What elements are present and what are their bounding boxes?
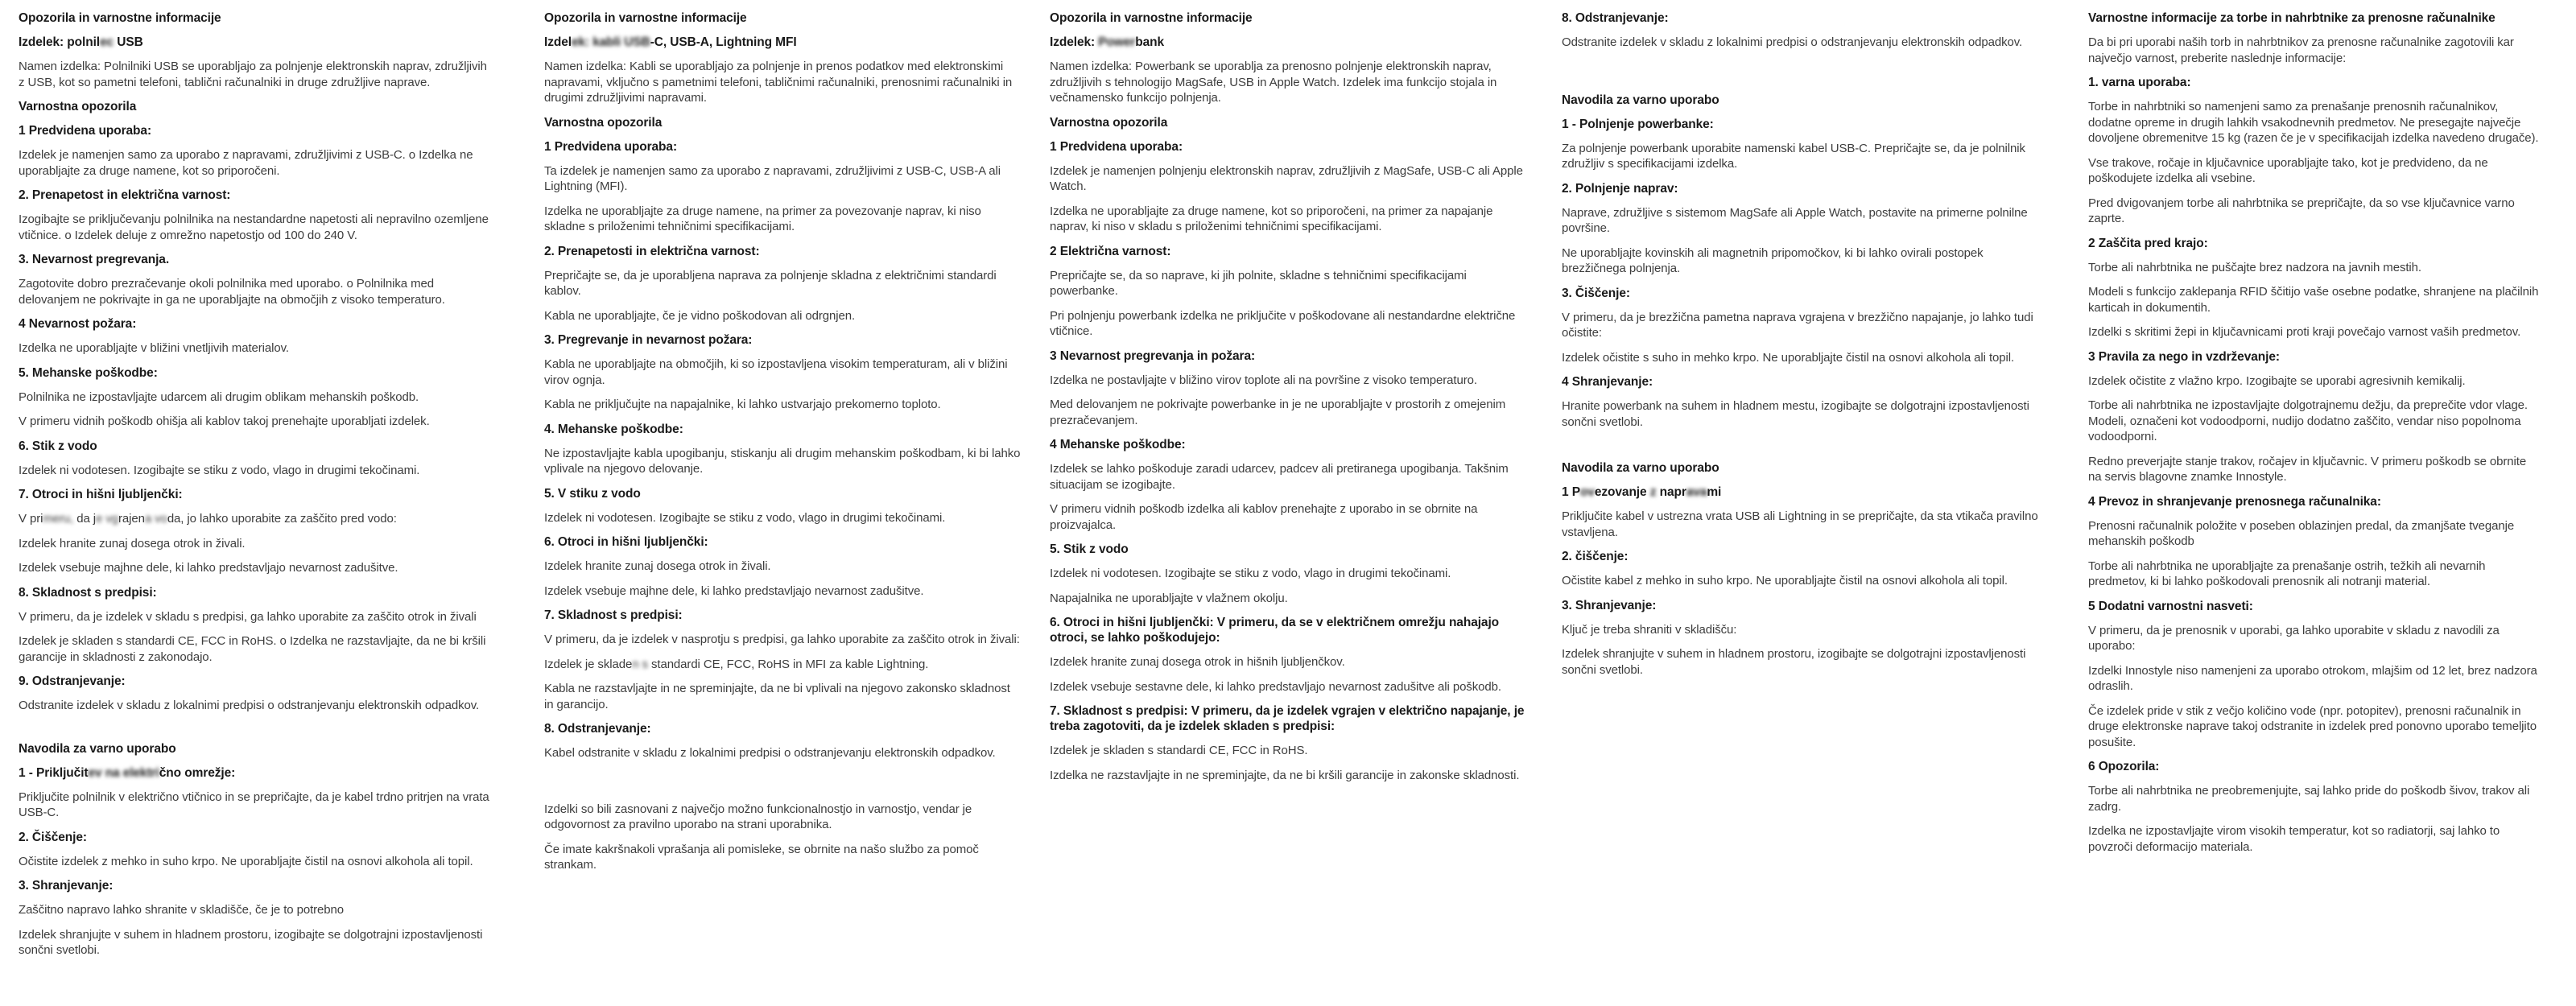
section-heading: [544, 115, 1021, 130]
text-segment: 1 Predvidena uporaba:: [544, 139, 678, 154]
text-segment: Izdelka ne uporabljajte v bližini vnetljivih materialov.: [19, 341, 289, 355]
section-heading: [2088, 236, 2539, 251]
column-powerbank-instructions: [1562, 10, 2038, 686]
paragraph: [1050, 591, 1526, 607]
text-segment: 9. Odstranjevanje:: [19, 674, 126, 688]
paragraph: [1050, 204, 1526, 235]
text-segment: 7. Otroci in hišni ljubljenčki:: [19, 488, 183, 501]
text-segment: da j: [73, 512, 97, 526]
text-segment: Odstranite izdelek v skladu z lokalnimi predpisi o odstranjevanju elektronskih odpadkov.: [19, 699, 480, 712]
text-segment: Izdelki Innostyle niso namenjeni za uporabo otrokom, mlajšim od 12 let, brez nadzora odraslih.: [2088, 663, 2537, 693]
text-segment: Da bi pri uporabi naših torb in nahrbtnikov za prenosne računalnike zagotovili kar največjo varnost, preberite naslednje informacije:: [2088, 35, 2514, 65]
paragraph: [19, 414, 495, 430]
text-segment: 3 Pravila za nego in vzdrževanje:: [2088, 349, 2280, 364]
text-segment: standardi CE, FCC, RoHS in MFI za kable Lightning.: [650, 657, 929, 671]
section-heading: [1562, 598, 2038, 613]
paragraph: [19, 212, 495, 243]
text-segment: Ne uporabljajte kovinskih ali magnetnih pripomočkov, ki bi lahko ovirali postopek brezžičnega polnjenja.: [1562, 245, 1984, 275]
paragraph: [1562, 398, 2038, 430]
paragraph: [19, 902, 495, 918]
paragraph: [544, 446, 1021, 477]
paragraph: [544, 397, 1021, 413]
paragraph: [2088, 703, 2539, 751]
section-heading: [19, 365, 495, 381]
text-segment: Izdelek vsebuje majhne dele, ki lahko predstavljajo nevarnost zadušitve.: [19, 561, 398, 575]
section-heading: [1562, 117, 2038, 132]
blurred-text: z: [1649, 485, 1660, 499]
paragraph: [2088, 623, 2539, 654]
paragraph: [544, 204, 1021, 235]
paragraph: [2088, 663, 2539, 695]
text-segment: Izdelek je skladen s standardi CE, FCC in RoHS.: [1050, 744, 1308, 757]
section-heading: [1562, 460, 2038, 476]
text-segment: rajen: [118, 512, 145, 526]
text-segment: Prepričajte se, da je uporabljena naprava za polnjenje skladna z električnimi standardi kablov.: [544, 268, 997, 298]
text-segment: Izdelka ne postavljajte v bližino virov toplote ali na površine z visoko temperaturo.: [1050, 373, 1477, 387]
text-segment: Izdelek:: [1050, 35, 1099, 49]
text-segment: Izogibajte se priključevanju polnilnika na nestandardne napetosti ali nepravilno ozemljene vtičnice. o Izdelek deluje z omrežno napetostjo od 100 do 240 V.: [19, 212, 489, 242]
text-segment: Izdelek hranite zunaj dosega otrok in hišnih ljubljenčkov.: [1050, 655, 1345, 669]
text-segment: -C, USB-A, Lightning MFI: [650, 35, 797, 49]
text-segment: Naprave, združljive s sistemom MagSafe ali Apple Watch, postavite na primerne polnilne površine.: [1562, 205, 2028, 235]
paragraph: [19, 790, 495, 821]
text-segment: Izdelek hranite zunaj dosega otrok in živali.: [19, 536, 246, 550]
section-heading: [19, 487, 495, 502]
text-segment: Izdelki so bili zasnovani z največjo možno funkcionalnostjo in varnostjo, vendar je odgovornost za pravilno uporabo na strani uporabnika.: [544, 802, 972, 831]
column-gap: [544, 770, 1021, 793]
paragraph: [19, 511, 495, 527]
paragraph: [19, 59, 495, 90]
section-heading: [1050, 703, 1526, 734]
text-segment: 1 P: [1562, 485, 1580, 499]
text-segment: Priključite polnilnik v električno vtičnico in se prepričajte, da je kabel trdno pritrjen na vrata USB-C.: [19, 790, 489, 819]
section-heading: [19, 252, 495, 267]
text-segment: Izdelek shranjujte v suhem in hladnem prostoru, izogibajte se dolgotrajni izpostavljenosti sončni svetlobi.: [1562, 647, 2026, 677]
section-heading: [1562, 484, 2038, 500]
section-heading: [19, 878, 495, 893]
text-segment: 5. Stik z vodo: [1050, 542, 1129, 556]
text-segment: Vse trakove, ročaje in ključavnice uporabljajte tako, kot je predvideno, da ne poškodujete izdelka ali vsebine.: [2088, 155, 2488, 185]
text-segment: Redno preverjajte stanje trakov, ročajev in ključavnic. V primeru poškodb se obrnite na servis blagovne znamke Innostyle.: [2088, 454, 2527, 484]
text-segment: Očistite izdelek z mehko in suho krpo. Ne uporabljajte čistil na osnovi alkohola ali topil.: [19, 854, 473, 868]
paragraph: [19, 609, 495, 625]
text-segment: Izdelek ni vodotesen. Izogibajte se stiku z vodo, vlago in drugimi tekočinami.: [19, 463, 420, 477]
paragraph: [544, 163, 1021, 195]
text-segment: Kabla ne razstavljajte in ne spreminjajte, da ne bi vplivali na njegovo zakonsko skladnost in garancijo.: [544, 682, 1010, 711]
paragraph: [1562, 141, 2038, 172]
section-heading: [544, 721, 1021, 736]
paragraph: [544, 632, 1021, 648]
paragraph: [544, 681, 1021, 712]
paragraph: [19, 854, 495, 870]
text-segment: Prepričajte se, da so naprave, ki jih polnite, skladne s tehničnimi specifikacijami powerbanke.: [1050, 268, 1467, 298]
paragraph: [1050, 679, 1526, 695]
blurred-text: ec: [99, 35, 114, 49]
section-heading: [1562, 181, 2038, 196]
paragraph: [2088, 260, 2539, 276]
text-segment: Med delovanjem ne pokrivajte powerbanke in je ne uporabljajte v prostorih z omejenim prezračevanjem.: [1050, 398, 1506, 427]
text-segment: Kabel odstranite v skladu z lokalnimi predpisi o odstranjevanju elektronskih odpadkov.: [544, 746, 996, 760]
paragraph: [1562, 35, 2038, 51]
text-segment: napr: [1659, 485, 1686, 499]
section-heading: [1050, 244, 1526, 259]
paragraph: [19, 390, 495, 406]
text-segment: 7. Skladnost s predpisi: V primeru, da je izdelek vgrajen v električno napajanje, je treba zagotoviti, da je izdelek skladen s predpisi:: [1050, 704, 1525, 733]
text-segment: 1 - Polnjenje powerbanke:: [1562, 117, 1714, 131]
paragraph: [544, 510, 1021, 526]
paragraph: [1050, 59, 1526, 106]
paragraph: [2088, 783, 2539, 814]
paragraph: [19, 276, 495, 307]
text-segment: Izdelek je namenjen polnjenju elektronskih naprav, združljivih z MagSafe, USB-C ali Apple Watch.: [1050, 163, 1523, 193]
paragraph: [2088, 398, 2539, 445]
paragraph: [544, 802, 1021, 833]
text-segment: 7. Skladnost s predpisi:: [544, 608, 683, 622]
section-heading: [544, 139, 1021, 155]
text-segment: Torbe ali nahrbtnika ne izpostavljajte dolgotrajnemu dežju, da preprečite vdor vlage. Modeli, označeni kot vodoodporni, nudijo dodatno zaščito, vendar niso popolnoma vodoodporni.: [2088, 398, 2528, 443]
text-segment: 3. Pregrevanje in nevarnost požara:: [544, 333, 753, 347]
text-segment: Varnostna opozorila: [19, 100, 137, 113]
text-segment: mi: [1707, 485, 1722, 499]
column-gap: [19, 723, 495, 732]
text-segment: Izdelka ne razstavljajte in ne spreminjajte, da ne bi kršili garancije in zakonske skladnosti.: [1050, 768, 1520, 782]
text-segment: 1 Predvidena uporaba:: [1050, 139, 1183, 154]
text-segment: V primeru, da je izdelek v nasprotju s predpisi, ga lahko uporabite za zaščito otrok in živali:: [544, 633, 1020, 646]
section-heading: [544, 332, 1021, 348]
paragraph: [19, 633, 495, 665]
paragraph: [544, 583, 1021, 600]
text-segment: Očistite kabel z mehko in suho krpo. Ne uporabljajte čistil na osnovi alkohola ali topil.: [1562, 574, 2008, 588]
text-segment: Izdelek je namenjen samo za uporabo z napravami, združljivimi z USB-C. o Izdelka ne uporabljajte za druge namene, kot so priporočeni.: [19, 148, 473, 178]
section-heading: [1562, 10, 2038, 26]
text-segment: Izdelek ni vodotesen. Izogibajte se stiku z vodo, vlago in drugimi tekočinami.: [1050, 567, 1451, 580]
text-segment: Ključ je treba shraniti v skladišču:: [1562, 622, 1737, 637]
text-segment: 4 Mehanske poškodbe:: [1050, 438, 1186, 451]
text-segment: Izdelka ne uporabljajte za druge namene, kot so priporočeni, na primer za napajanje naprav, ki niso v skladu s priloženimi tehničnimi specifikacijami.: [1050, 204, 1493, 233]
paragraph: [2088, 324, 2539, 340]
text-segment: 8. Skladnost s predpisi:: [19, 585, 157, 600]
paragraph: [1050, 163, 1526, 195]
paragraph: [19, 147, 495, 179]
section-heading: [19, 830, 495, 845]
text-segment: 4 Shranjevanje:: [1562, 375, 1653, 389]
paragraph: [544, 842, 1021, 873]
text-segment: 1 Predvidena uporaba:: [19, 124, 152, 138]
section-heading: [1050, 348, 1526, 364]
text-segment: Torbe in nahrbtniki so namenjeni samo za prenašanje prenosnih računalnikov, dodatne opreme in drugih lahkih vsakodnevnih predmetov. Ne presegajte največje dovoljene obremenitve 15 kg (razen če je v specifikacijah izdelka navedeno drugače).: [2088, 100, 2539, 145]
section-heading: [19, 10, 495, 26]
paragraph: [2088, 155, 2539, 187]
text-segment: 1 - Priključit: [19, 765, 89, 780]
section-heading: [19, 99, 495, 114]
text-segment: Ne izpostavljajte kabla upogibanju, stiskanju ali drugim mehanskim poškodbam, ki bi lahko vplivale na njegovo delovanje.: [544, 446, 1021, 476]
text-segment: Izdelek očistite z vlažno krpo. Izogibajte se uporabi agresivnih kemikalij.: [2088, 373, 2466, 388]
text-segment: Zaščitno napravo lahko shranite v skladišče, če je to potrebno: [19, 903, 345, 917]
paragraph: [1050, 373, 1526, 389]
paragraph: [1050, 743, 1526, 759]
blurred-text: meru,: [43, 512, 74, 526]
section-heading: [1050, 35, 1526, 50]
text-segment: V pri: [19, 512, 43, 526]
section-heading: [544, 35, 1021, 50]
text-segment: Izdelek vsebuje majhne dele, ki lahko predstavljajo nevarnost zadušitve.: [544, 583, 924, 598]
text-segment: 6 Opozorila:: [2088, 760, 2160, 773]
text-segment: Izdelek vsebuje sestavne dele, ki lahko predstavljajo nevarnost zadušitve ali poškodb.: [1050, 679, 1501, 694]
column-gap: [1562, 439, 2038, 451]
text-segment: 4. Mehanske poškodbe:: [544, 422, 683, 436]
section-heading: [544, 422, 1021, 437]
paragraph: [544, 59, 1021, 106]
paragraph: [19, 536, 495, 552]
paragraph: [1050, 654, 1526, 670]
paragraph: [1050, 397, 1526, 428]
paragraph: [544, 357, 1021, 388]
text-segment: Za polnjenje powerbank uporabite namenski kabel USB-C. Prepričajte se, da je polnilnik združljiv s specifikacijami izdelka.: [1562, 141, 2025, 171]
section-heading: [544, 608, 1021, 623]
section-heading: [19, 741, 495, 757]
text-segment: 6. Stik z vodo: [19, 439, 97, 453]
paragraph: [1562, 646, 2038, 678]
text-segment: Torbe ali nahrbtnika ne preobremenjujte, saj lahko pride do poškodb šivov, trakov ali zadrg.: [2088, 784, 2530, 814]
text-segment: Izdel: [544, 35, 572, 49]
text-segment: Hranite powerbank na suhem in hladnem mestu, izogibajte se dolgotrajni izpostavljenosti sončni svetlobi.: [1562, 399, 2029, 429]
text-segment: V primeru, da je prenosnik v uporabi, ga lahko uporabite v skladu z navodili za uporabo:: [2088, 623, 2500, 653]
section-heading: [2088, 494, 2539, 509]
text-segment: Pri polnjenju powerbank izdelka ne priključite v poškodovane ali nestandardne električne vtičnice.: [1050, 308, 1516, 338]
paragraph: [2088, 518, 2539, 550]
section-heading: [2088, 75, 2539, 90]
text-segment: 2. Polnjenje naprav:: [1562, 181, 1678, 196]
text-segment: V primeru vidnih poškodb izdelka ali kablov prenehajte z uporabo in se obrnite na proizvajalca.: [1050, 502, 1478, 532]
text-segment: Ta izdelek je namenjen samo za uporabo z napravami, združljivimi z USB-C, USB-A ali Lightning (MFI).: [544, 163, 1001, 193]
text-segment: Izdelek ni vodotesen. Izogibajte se stiku z vodo, vlago in drugimi tekočinami.: [544, 510, 946, 525]
text-segment: USB: [114, 35, 143, 49]
paragraph: [19, 927, 495, 959]
text-segment: 5 Dodatni varnostni nasveti:: [2088, 599, 2253, 613]
section-heading: [1562, 286, 2038, 301]
text-segment: V primeru vidnih poškodb ohišja ali kablov takoj prenehajte uporabljati izdelek.: [19, 414, 430, 428]
text-segment: 2. Prenapetosti in električna varnost:: [544, 244, 760, 258]
section-heading: [544, 486, 1021, 501]
section-heading: [2088, 10, 2539, 26]
text-segment: Izdelka ne uporabljajte za druge namene, na primer za povezovanje naprav, ki niso skladne s priloženimi tehničnimi specifikacijami.: [544, 204, 981, 233]
text-segment: Torbe ali nahrbtnika ne puščajte brez nadzora na javnih mestih.: [2088, 260, 2421, 274]
section-heading: [1050, 437, 1526, 452]
blurred-text: n s: [632, 657, 651, 671]
paragraph: [19, 463, 495, 479]
text-segment: 5. Mehanske poškodbe:: [19, 365, 158, 380]
text-segment: Opozorila in varnostne informacije: [19, 11, 221, 25]
paragraph: [544, 745, 1021, 761]
text-segment: 6. Otroci in hišni ljubljenčki:: [544, 535, 708, 549]
section-heading: [19, 439, 495, 454]
text-segment: Modeli s funkcijo zaklepanja RFID ščitijo vaše osebne podatke, shranjene na plačilnih karticah in dokumentih.: [2088, 285, 2539, 315]
text-segment: 3. Čiščenje:: [1562, 286, 1630, 300]
blurred-text: Power: [1098, 35, 1136, 49]
paragraph: [2088, 373, 2539, 390]
text-segment: 3 Nevarnost pregrevanja in požara:: [1050, 348, 1256, 363]
text-segment: Če imate kakršnakoli vprašanja ali pomisleke, se obrnite na našo službo za pomoč strankam.: [544, 842, 979, 872]
text-segment: Zagotovite dobro prezračevanje okoli polnilnika med uporabo. o Polnilnika med delovanjem ne pokrivajte in ga ne uporabljajte na območjih z visoko temperaturo.: [19, 277, 445, 307]
blurred-text: ov: [1579, 485, 1595, 499]
text-segment: 8. Odstranjevanje:: [544, 722, 651, 736]
paragraph: [544, 657, 1021, 673]
section-heading: [1562, 549, 2038, 564]
text-segment: Izdelek je skladen s standardi CE, FCC in RoHS. o Izdelka ne razstavljajte, da ne bi kršili garancije in skladnosti z zakonodajo.: [19, 634, 486, 664]
text-segment: Varnostne informacije za torbe in nahrbtnike za prenosne računalnike: [2088, 11, 2496, 25]
text-segment: Torbe ali nahrbtnika ne uporabljajte za prenašanje ostrih, težkih ali nevarnih predmetov, ki bi lahko poškodovali prenosnik ali notranji material.: [2088, 559, 2486, 588]
column-powerbank: [1050, 10, 1526, 792]
text-segment: Polnilnika ne izpostavljajte udarcem ali drugim oblikam mehanskih poškodb.: [19, 390, 419, 404]
paragraph: [544, 559, 1021, 575]
text-segment: V primeru, da je izdelek v skladu s predpisi, ga lahko uporabite za zaščito otrok in živali: [19, 609, 477, 624]
text-segment: Izdelek očistite s suho in mehko krpo. Ne uporabljajte čistil na osnovi alkohola ali topil.: [1562, 350, 2015, 365]
section-heading: [19, 35, 495, 50]
text-segment: bank: [1135, 35, 1165, 49]
text-segment: 5. V stiku z vodo: [544, 486, 641, 501]
section-heading: [19, 188, 495, 203]
text-segment: 2 Električna varnost:: [1050, 244, 1171, 258]
blurred-text: a vo: [144, 512, 167, 526]
paragraph: [2088, 196, 2539, 227]
text-segment: 2. Čiščenje:: [19, 830, 87, 844]
section-heading: [19, 585, 495, 600]
section-heading: [19, 765, 495, 781]
column-laptop-bags: [2088, 10, 2539, 864]
paragraph: [1050, 566, 1526, 582]
text-segment: Navodila za varno uporabo: [19, 741, 176, 756]
paragraph: [19, 698, 495, 714]
paragraph: [2088, 823, 2539, 855]
text-segment: Opozorila in varnostne informacije: [544, 11, 747, 25]
text-segment: 2. Prenapetost in električna varnost:: [19, 188, 231, 202]
paragraph: [2088, 35, 2539, 66]
text-segment: Napajalnika ne uporabljajte v vlažnem okolju.: [1050, 591, 1288, 605]
paragraph: [2088, 559, 2539, 590]
column-gap: [1562, 60, 2038, 84]
text-segment: Kabla ne uporabljajte na območjih, ki so izpostavljena visokim temperaturam, ali v bližini virov ognja.: [544, 357, 1008, 387]
text-segment: ezovanje: [1594, 485, 1650, 499]
blurred-text: ev na elektri: [88, 765, 159, 780]
paragraph: [1050, 268, 1526, 299]
text-segment: 4 Nevarnost požara:: [19, 317, 137, 331]
blurred-text: ava: [1686, 485, 1707, 499]
paragraph: [2088, 454, 2539, 485]
text-segment: Izdelki s skritimi žepi in ključavnicami proti kraji povečajo varnost vaših predmetov.: [2088, 325, 2521, 339]
section-heading: [19, 316, 495, 332]
text-segment: Varnostna opozorila: [1050, 115, 1168, 130]
paragraph: [19, 340, 495, 357]
text-segment: 3. Shranjevanje:: [1562, 598, 1657, 612]
text-segment: Priključite kabel v ustrezna vrata USB ali Lightning in se prepričajte, da sta vtikača pravilno vstavljena.: [1562, 509, 2038, 539]
text-segment: Pred dvigovanjem torbe ali nahrbtnika se prepričajte, da so vse ključavnice varno zaprte.: [2088, 196, 2515, 225]
section-heading: [544, 534, 1021, 550]
text-segment: 6. Otroci in hišni ljubljenčki: V primeru, da se v električnem omrežju nahajajo otroci, se lahko poškodujejo:: [1050, 616, 1500, 645]
text-segment: Izdelek je sklade: [544, 657, 633, 671]
text-segment: Namen izdelka: Kabli se uporabljajo za polnjenje in prenos podatkov med elektronskimi napravami, vključno s pametnimi telefoni, tabličnimi računalniki, prenosnimi računalniki in drugimi združljivimi napravami.: [544, 60, 1013, 105]
text-segment: Izdelek hranite zunaj dosega otrok in živali.: [544, 559, 771, 573]
text-segment: Opozorila in varnostne informacije: [1050, 11, 1253, 25]
paragraph: [1562, 509, 2038, 540]
text-segment: Varnostna opozorila: [544, 115, 663, 130]
section-heading: [1050, 615, 1526, 645]
text-segment: Kabla ne priključujte na napajalnike, ki lahko ustvarjajo prekomerno toploto.: [544, 398, 941, 411]
blurred-text: e vg: [96, 512, 118, 526]
text-segment: 1. varna uporaba:: [2088, 76, 2191, 89]
text-segment: Če izdelek pride v stik z večjo količino vode (npr. potopitev), prenosni računalnik in druge elektronske naprave takoj odstranite in izdelek pred ponovno uporabo temeljito posušite.: [2088, 703, 2537, 749]
text-segment: 8. Odstranjevanje:: [1562, 11, 1669, 25]
section-heading: [1562, 374, 2038, 390]
paragraph: [1050, 308, 1526, 340]
text-segment: Navodila za varno uporabo: [1562, 461, 1719, 475]
section-heading: [2088, 349, 2539, 365]
paragraph: [1562, 245, 2038, 277]
text-segment: 2. čiščenje:: [1562, 550, 1629, 563]
section-heading: [1050, 10, 1526, 26]
section-heading: [19, 674, 495, 689]
text-segment: 3. Shranjevanje:: [19, 879, 114, 893]
paragraph: [1562, 205, 2038, 237]
section-heading: [2088, 759, 2539, 774]
section-heading: [1562, 93, 2038, 108]
paragraph: [1562, 622, 2038, 638]
section-heading: [19, 123, 495, 138]
paragraph: [19, 560, 495, 576]
text-segment: 3. Nevarnost pregrevanja.: [19, 253, 170, 266]
text-segment: čno omrežje:: [159, 765, 236, 780]
paragraph: [1562, 350, 2038, 366]
paragraph: [1050, 501, 1526, 533]
text-segment: Kabla ne uporabljajte, če je vidno poškodovan ali odrgnjen.: [544, 308, 856, 323]
text-segment: da, jo lahko uporabite za zaščito pred vodo:: [167, 512, 397, 526]
text-segment: V primeru, da je brezžična pametna naprava vgrajena v brezžično napajanje, jo lahko tudi očistite:: [1562, 310, 2033, 340]
paragraph: [544, 308, 1021, 324]
text-segment: Izdelek: polnil: [19, 35, 100, 49]
section-heading: [544, 10, 1021, 26]
paragraph: [1050, 768, 1526, 784]
text-segment: 4 Prevoz in shranjevanje prenosnega računalnika:: [2088, 494, 2381, 509]
text-segment: Odstranite izdelek v skladu z lokalnimi predpisi o odstranjevanju elektronskih odpadkov.: [1562, 35, 2023, 49]
text-segment: Namen izdelka: Polnilniki USB se uporabljajo za polnjenje elektronskih naprav, združljivih z USB, kot so pametni telefoni, tablični računalniki in druge združljive naprave.: [19, 60, 487, 89]
section-heading: [1050, 115, 1526, 130]
column-cables: [544, 10, 1021, 882]
text-segment: Prenosni računalnik položite v poseben oblazinjen predal, da zmanjšate tveganje mehanskih poškodb: [2088, 518, 2515, 548]
text-segment: Izdelek shranjujte v suhem in hladnem prostoru, izogibajte se dolgotrajni izpostavljenosti sončni svetlobi.: [19, 927, 483, 957]
paragraph: [1562, 573, 2038, 589]
section-heading: [1050, 139, 1526, 155]
blurred-text: ek: kabli USB: [571, 35, 650, 49]
paragraph: [2088, 99, 2539, 146]
column-usb-charger: [19, 10, 495, 967]
paragraph: [544, 268, 1021, 299]
text-segment: Namen izdelka: Powerbank se uporablja za prenosno polnjenje elektronskih naprav, združljivih s tehnologijo MagSafe, USB in Apple Watch. Izdelek ima funkcijo stojala in večnamensko funkcijo polnjenja.: [1050, 60, 1497, 105]
text-segment: Izdelek se lahko poškoduje zaradi udarcev, padcev ali pretiranega upogibanja. Takšnim situacijam se izogibajte.: [1050, 462, 1509, 492]
paragraph: [1562, 310, 2038, 341]
paragraph: [1050, 461, 1526, 493]
paragraph: [2088, 284, 2539, 315]
section-heading: [1050, 542, 1526, 557]
text-segment: 2 Zaščita pred krajo:: [2088, 236, 2208, 250]
text-segment: Izdelka ne izpostavljajte virom visokih temperatur, kot so radiatorji, saj lahko to povzroči deformacijo materiala.: [2088, 824, 2500, 854]
text-segment: Navodila za varno uporabo: [1562, 93, 1719, 107]
section-heading: [544, 244, 1021, 259]
section-heading: [2088, 599, 2539, 614]
